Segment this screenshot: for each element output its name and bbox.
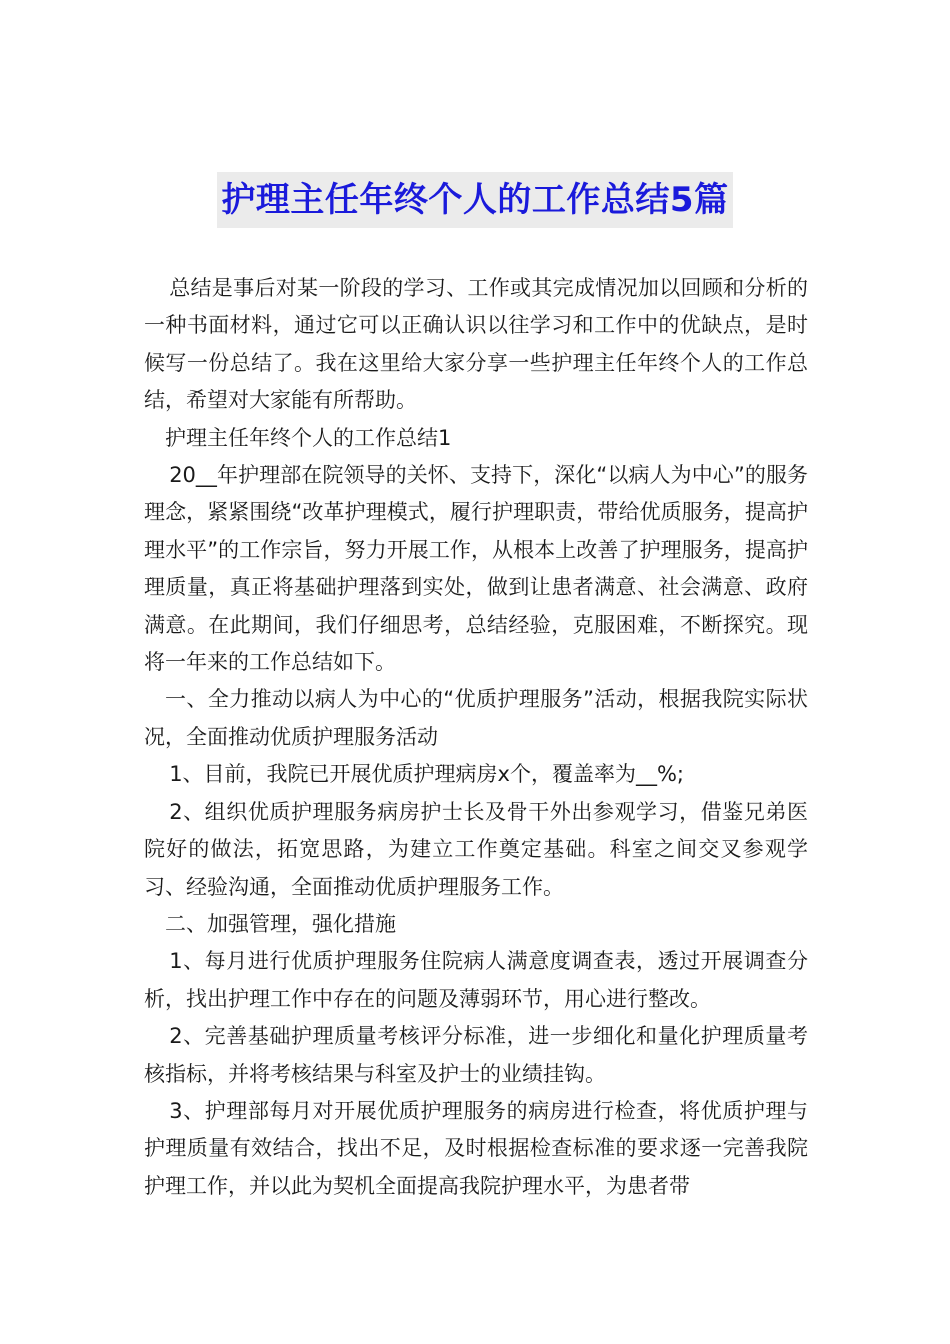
intro-paragraph: 总结是事后对某一阶段的学习、工作或其完成情况加以回顾和分析的一种书面材料，通过它可以正确认识以往学习和工作中的优缺点，是时候写一份总结了。我在这里给大家分享一些护理主任年终个人的工作总结，希望对大家能有所帮助。 (144, 276, 808, 413)
body-paragraph: 20__年护理部在院领导的关怀、支持下，深化“以病人为中心”的服务理念，紧紧围绕“改革护理模式，履行护理职责，带给优质服务，提高护理水平”的工作宗旨，努力开展工作，从根本上改善了护理服务，提高护理质量，真正将基础护理落到实处，做到让患者满意、社会满意、政府满意。在此期间，我们仔细思考，总结经验，克服困难，不断探究。现将一年来的工作总结如下。 (144, 463, 808, 675)
title-container (0, 172, 950, 228)
list-item: 2、完善基础护理质量考核评分标准，进一步细化和量化护理质量考核指标，并将考核结果与科室及护士的业绩挂钩。 (144, 1024, 808, 1086)
document-body (144, 270, 808, 1205)
document-title: 护理主任年终个人的工作总结5篇 (217, 172, 732, 228)
section-heading-1: 一、全力推动以病人为中心的“优质护理服务”活动，根据我院实际状况，全面推动优质护理服务活动 (144, 687, 808, 749)
section-heading-2: 二、加强管理，强化措施 (165, 911, 396, 936)
list-item: 3、护理部每月对开展优质护理服务的病房进行检查，将优质护理与护理质量有效结合，找出不足，及时根据检查标准的要求逐一完善我院护理工作，并以此为契机全面提高我院护理水平，为患者带 (144, 1098, 808, 1198)
list-item: 1、每月进行优质护理服务住院病人满意度调查表，透过开展调查分析，找出护理工作中存在的问题及薄弱环节，用心进行整改。 (144, 949, 808, 1011)
list-item: 2、组织优质护理服务病房护士长及骨干外出参观学习，借鉴兄弟医院好的做法，拓宽思路，为建立工作奠定基础。科室之间交叉参观学习、经验沟通，全面推动优质护理服务工作。 (144, 799, 808, 899)
section-heading-summary-1: 护理主任年终个人的工作总结1 (165, 425, 452, 450)
list-item: 1、目前，我院已开展优质护理病房x个，覆盖率为__%; (169, 762, 685, 787)
